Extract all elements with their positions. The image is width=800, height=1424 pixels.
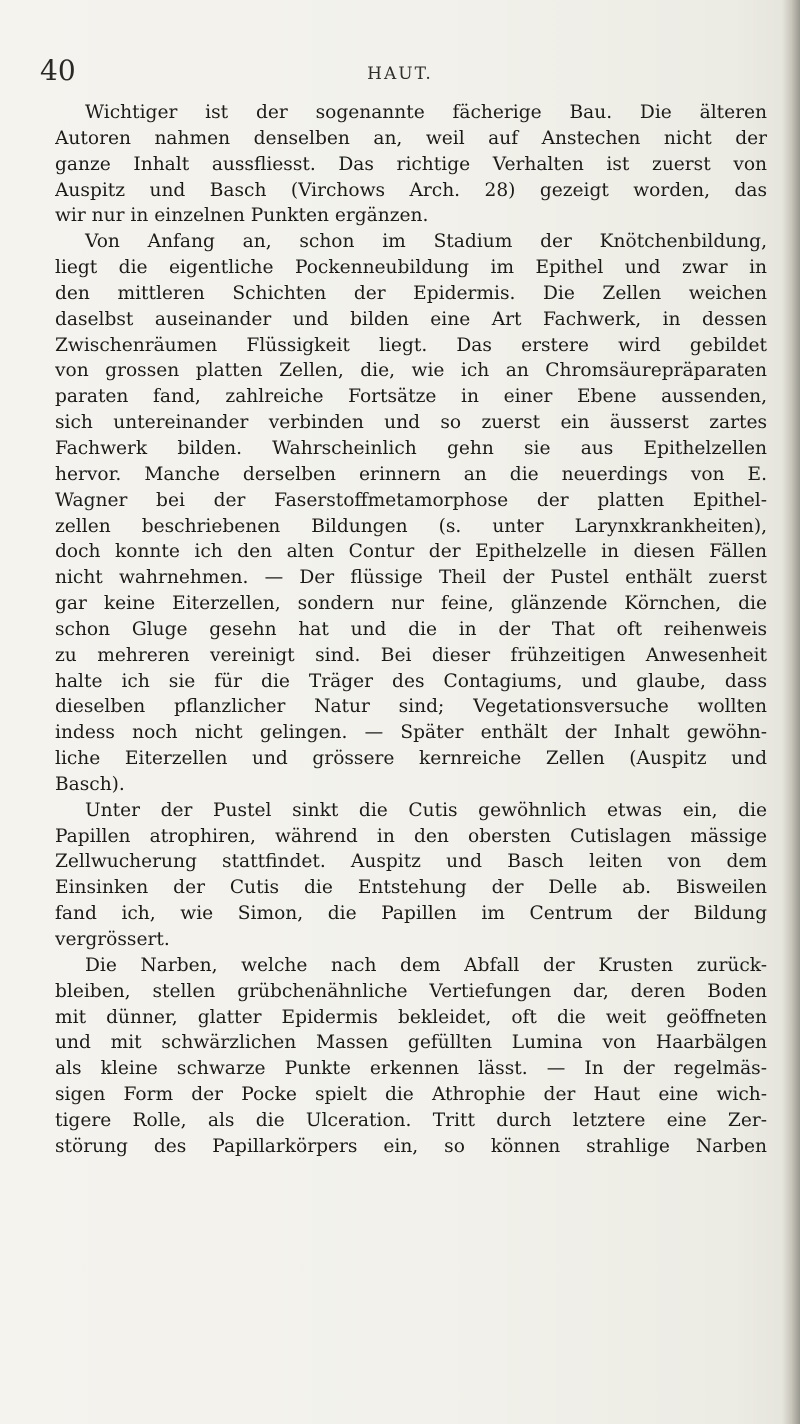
- text-line: hervor. Manche derselben erinnern an die neuerdings von E.: [55, 463, 767, 485]
- text-line: den mittleren Schichten der Epidermis. Die Zellen weichen: [55, 282, 767, 304]
- body-text: [55, 100, 767, 1160]
- text-line: halte ich sie für die Träger des Contagiums, und glaube, dass: [55, 670, 767, 692]
- text-line: Papillen atrophiren, während in den obersten Cutislagen mässige: [55, 825, 767, 847]
- text-line: Auspitz und Basch (Virchows Arch. 28) gezeigt worden, das: [55, 179, 767, 201]
- text-line: Fachwerk bilden. Wahrscheinlich gehn sie aus Epithelzellen: [55, 437, 767, 459]
- text-line: von grossen platten Zellen, die, wie ich an Chromsäurepräparaten: [55, 360, 767, 382]
- text-line: als kleine schwarze Punkte erkennen lässt. — In der regelmäs-: [55, 1058, 767, 1080]
- text-line: störung des Papillarkörpers ein, so können strahlige Narben: [55, 1135, 767, 1157]
- text-line: Autoren nahmen denselben an, weil auf Anstechen nicht der: [55, 127, 767, 149]
- text-line: Von Anfang an, schon im Stadium der Knötchenbildung,: [85, 231, 767, 253]
- text-line: liche Eiterzellen und grössere kernreiche Zellen (Auspitz und: [55, 748, 767, 770]
- text-line: zu mehreren vereinigt sind. Bei dieser frühzeitigen Anwesenheit: [55, 644, 767, 666]
- text-line: nicht wahrnehmen. — Der flüssige Theil der Pustel enthält zuerst: [55, 567, 767, 589]
- text-line: schon Gluge gesehn hat und die in der That oft reihenweis: [55, 618, 767, 640]
- text-line: bleiben, stellen grübchenähnliche Vertiefungen dar, deren Boden: [55, 980, 767, 1002]
- text-line: und mit schwärzlichen Massen gefüllten Lumina von Haarbälgen: [55, 1032, 767, 1054]
- text-line: Wagner bei der Faserstoffmetamorphose der platten Epithel-: [55, 489, 767, 511]
- text-line: Zwischenräumen Flüssigkeit liegt. Das erstere wird gebildet: [55, 334, 767, 356]
- text-line: paraten fand, zahlreiche Fortsätze in einer Ebene aussenden,: [55, 386, 767, 408]
- text-line: wir nur in einzelnen Punkten ergänzen.: [55, 205, 429, 227]
- text-line: fand ich, wie Simon, die Papillen im Centrum der Bildung: [55, 903, 767, 925]
- page-header: [40, 56, 760, 86]
- text-line: vergrössert.: [55, 929, 170, 950]
- text-line: Einsinken der Cutis die Entstehung der Delle ab. Bisweilen: [55, 877, 767, 899]
- text-line: doch konnte ich den alten Contur der Epithelzelle in diesen Fällen: [55, 541, 767, 563]
- page-edge-shadow: [782, 0, 800, 1424]
- text-line: sigen Form der Pocke spielt die Athrophie der Haut eine wich-: [55, 1084, 767, 1106]
- text-line: dieselben pflanzlicher Natur sind; Vegetationsversuche wollten: [55, 696, 767, 718]
- text-line: Zellwucherung stattfindet. Auspitz und Basch leiten von dem: [55, 851, 767, 873]
- text-line: Basch).: [55, 773, 125, 795]
- text-line: tigere Rolle, als die Ulceration. Tritt durch letztere eine Zer-: [55, 1109, 767, 1131]
- text-line: Wichtiger ist der sogenannte fächerige Bau. Die älteren: [85, 102, 767, 123]
- text-line: sich untereinander verbinden und so zuerst ein äusserst zartes: [55, 412, 767, 434]
- text-line: Die Narben, welche nach dem Abfall der Krusten zurück-: [85, 954, 767, 976]
- text-line: mit dünner, glatter Epidermis bekleidet, oft die weit geöffneten: [55, 1006, 767, 1028]
- text-line: gar keine Eiterzellen, sondern nur feine, glänzende Körnchen, die: [55, 593, 767, 615]
- text-line: Unter der Pustel sinkt die Cutis gewöhnlich etwas ein, die: [85, 799, 767, 821]
- text-line: daselbst auseinander und bilden eine Art Fachwerk, in dessen: [55, 308, 767, 330]
- text-line: zellen beschriebenen Bildungen (s. unter Larynxkrankheiten),: [55, 515, 767, 537]
- text-line: ganze Inhalt aussfliesst. Das richtige Verhalten ist zuerst von: [55, 153, 767, 175]
- running-head: HAUT.: [367, 64, 433, 84]
- page-number: 40: [40, 54, 76, 87]
- text-line: liegt die eigentliche Pockenneubildung im Epithel und zwar in: [55, 257, 767, 279]
- text-line: indess noch nicht gelingen. — Später enthält der Inhalt gewöhn-: [55, 722, 767, 744]
